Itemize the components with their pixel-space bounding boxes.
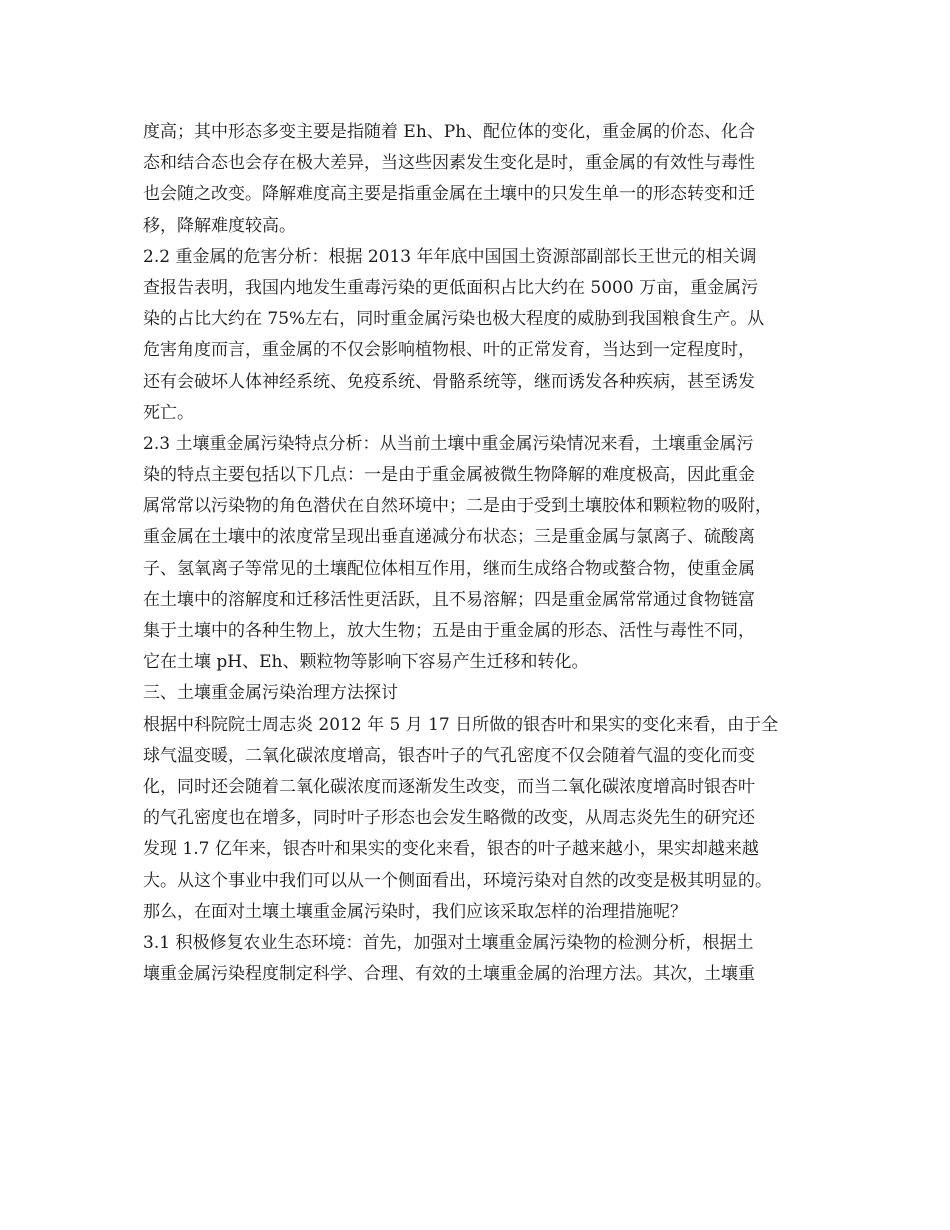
text-line: 查报告表明，我国内地发生重毒污染的更低面积占比大约在 5000 万亩，重金属污 (143, 277, 759, 298)
text-line: 壤重金属污染程度制定科学、合理、有效的土壤重金属的治理方法。其次，土壤重 (143, 964, 755, 985)
text-line: 死亡。 (143, 402, 194, 423)
text-line: 球气温变暖，二氧化碳浓度增高，银杏叶子的气孔密度不仅会随着气温的变化而变 (143, 745, 755, 766)
text-line: 2.2 重金属的危害分析：根据 2013 年年底中国国土资源部副部长王世元的相关调 (143, 246, 757, 267)
text-line: 态和结合态也会存在极大差异，当这些因素发生变化是时，重金属的有效性与毒性 (143, 153, 755, 174)
text-line: 根据中科院院士周志炎 2012 年 5 月 17 日所做的银杏叶和果实的变化来看，由于全 (143, 714, 779, 735)
text-line: 也会随之改变。降解难度高主要是指重金属在土壤中的只发生单一的形态转变和迁 (143, 184, 755, 205)
text-line: 危害角度而言，重金属的不仅会影响植物根、叶的正常发育，当达到一定程度时， (143, 340, 755, 361)
text-line: 它在土壤 pH、Eh、颗粒物等影响下容易产生迁移和转化。 (143, 652, 589, 673)
text-line: 2.3 土壤重金属污染特点分析：从当前土壤中重金属污染情况来看，土壤重金属污 (143, 433, 754, 454)
text-line: 集于土壤中的各种生物上，放大生物；五是由于重金属的形态、活性与毒性不同， (143, 621, 755, 641)
text-line: 染的特点主要包括以下几点：一是由于重金属被微生物降解的难度极高，因此重金 (143, 465, 755, 486)
text-line: 化，同时还会随着二氧化碳浓度而逐渐发生改变，而当二氧化碳浓度增高时银杏叶 (143, 776, 755, 797)
text-line: 的气孔密度也在增多，同时叶子形态也会发生略微的改变，从周志炎先生的研究还 (143, 808, 755, 829)
text-line: 发现 1.7 亿年来，银杏叶和果实的变化来看，银杏的叶子越来越小，果实却越来越 (143, 839, 759, 860)
text-line: 还有会破坏人体神经系统、免疫系统、骨骼系统等，继而诱发各种疾病，甚至诱发 (143, 371, 755, 392)
text-line: 度高；其中形态多变主要是指随着 Eh、Ph、配位体的变化，重金属的价态、化合 (143, 122, 756, 142)
text-line: 那么，在面对土壤土壤重金属污染时，我们应该采取怎样的治理措施呢？ (143, 901, 687, 922)
body-text (143, 117, 823, 990)
text-line: 子、氢氧离子等常见的土壤配位体相互作用，继而生成络合物或螯合物，使重金属 (143, 558, 755, 579)
text-line: 在土壤中的溶解度和迁移活性更活跃，且不易溶解；四是重金属常常通过食物链富 (143, 589, 755, 610)
text-line: 重金属在土壤中的浓度常呈现出垂直递减分布状态；三是重金属与氯离子、硫酸离 (143, 527, 755, 548)
text-line: 移，降解难度较高。 (143, 215, 296, 236)
text-line: 三、土壤重金属污染治理方法探讨 (143, 683, 398, 704)
text-line: 染的占比大约在 75%左右，同时重金属污染也极大程度的威胁到我国粮食生产。从 (143, 309, 765, 330)
text-line: 大。从这个事业中我们可以从一个侧面看出，环境污染对自然的改变是极其明显的。 (143, 870, 772, 891)
text-line: 属常常以污染物的角色潜伏在自然环境中；二是由于受到土壤胶体和颗粒物的吸附， (143, 496, 772, 517)
text-line: 3.1 积极修复农业生态环境：首先，加强对土壤重金属污染物的检测分析，根据土 (143, 932, 754, 953)
